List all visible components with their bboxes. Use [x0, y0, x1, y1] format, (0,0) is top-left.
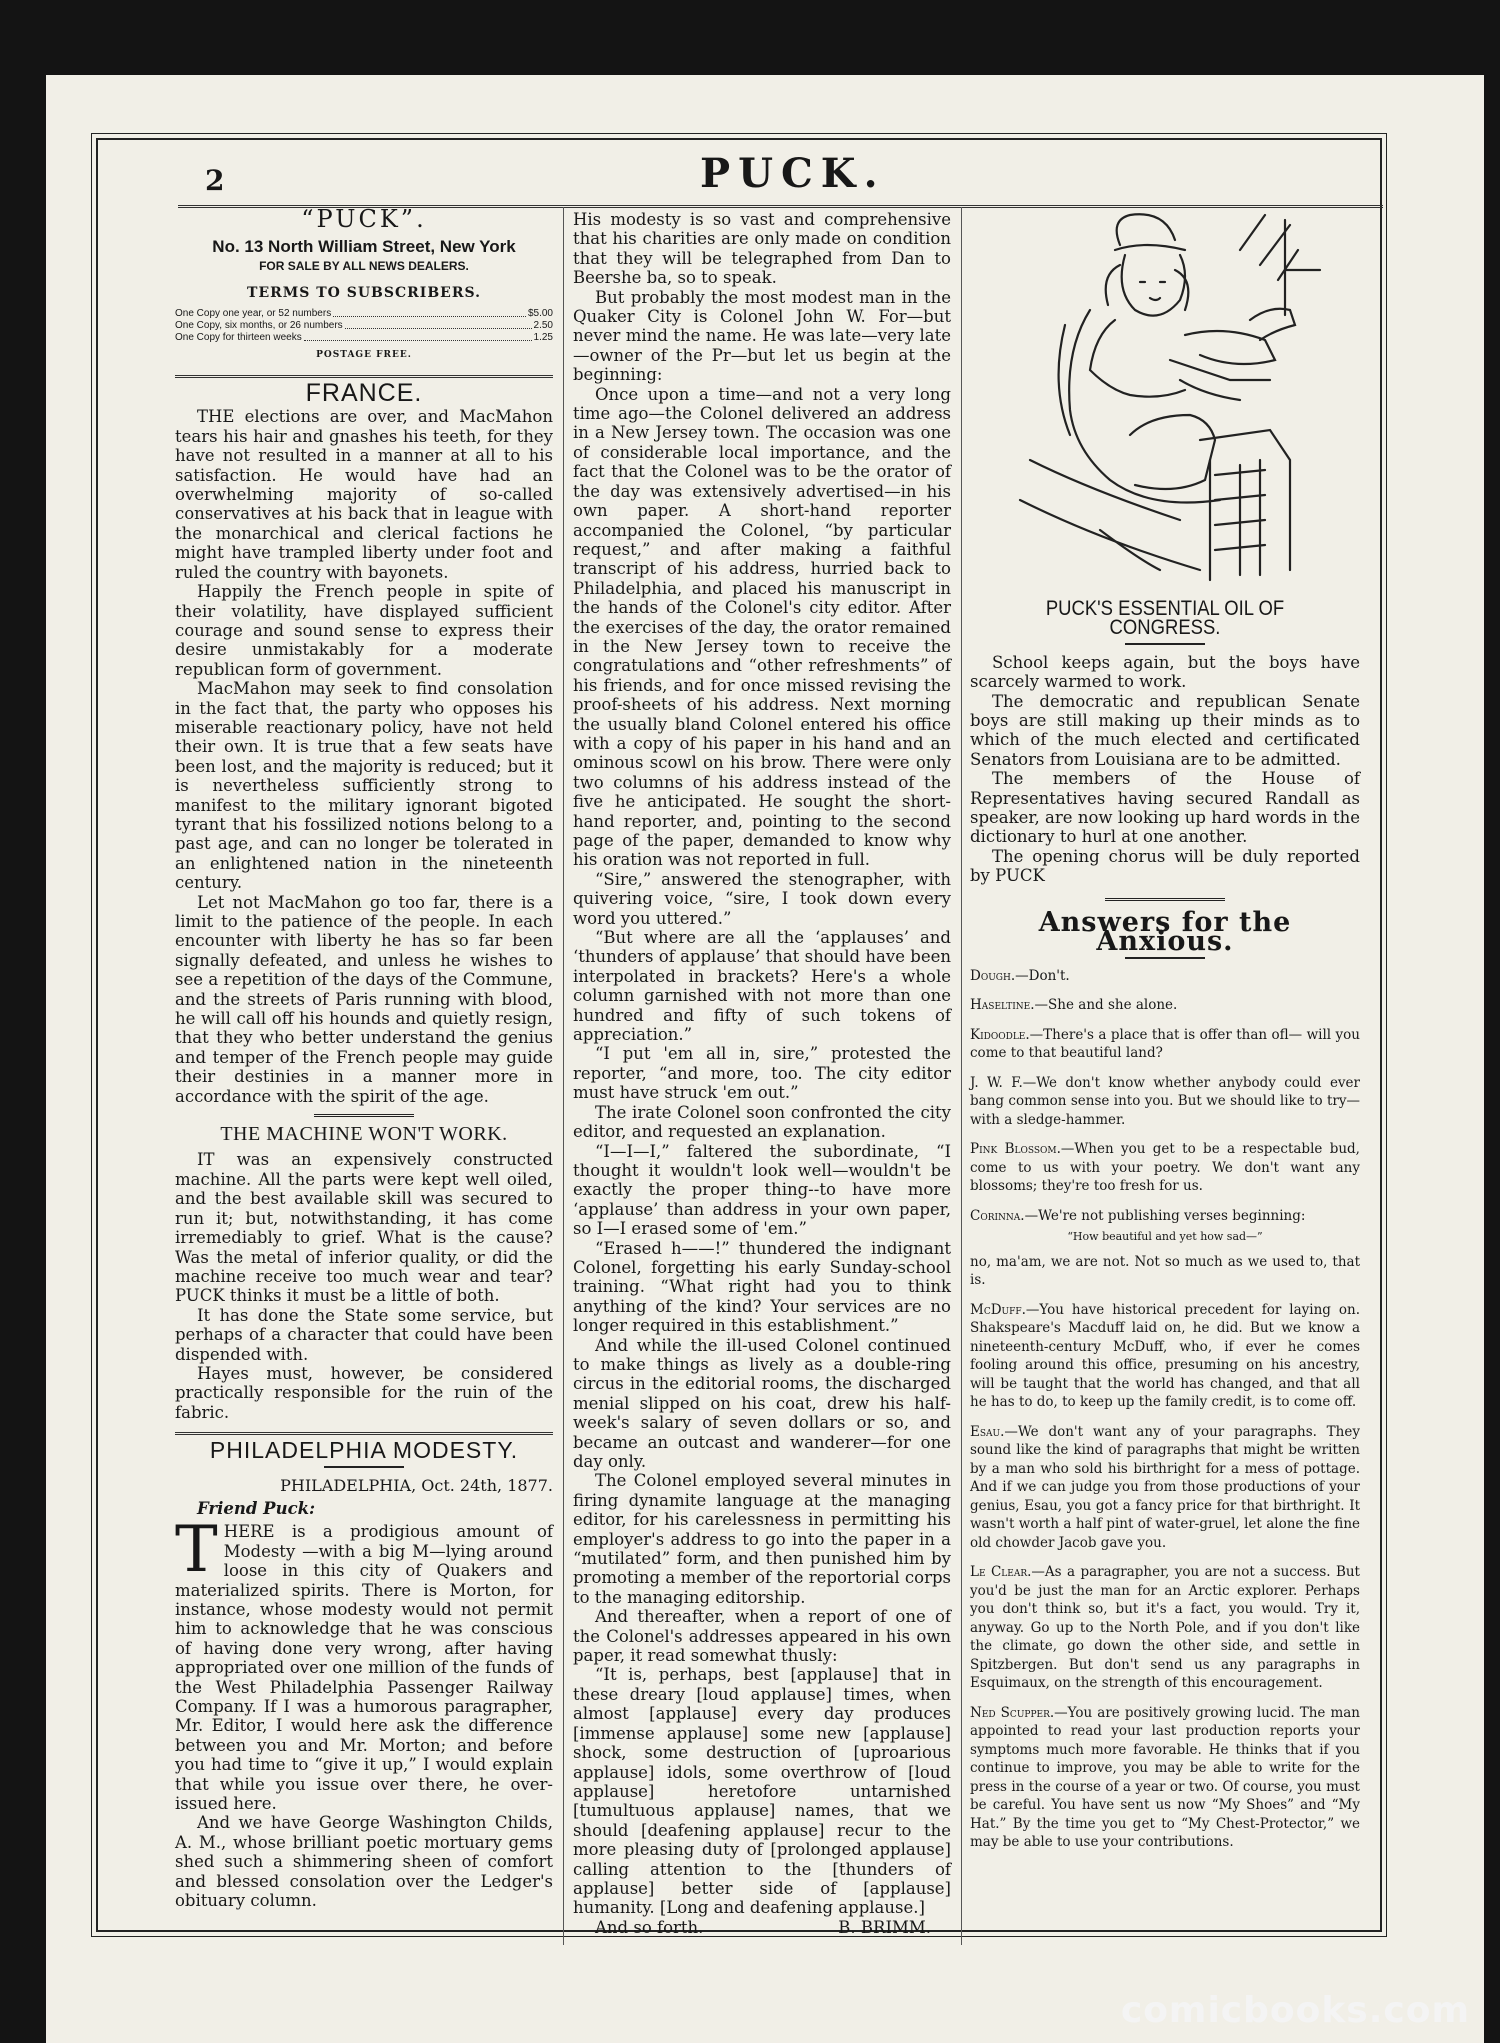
france-title: FRANCE.	[305, 379, 423, 408]
philadelphia-title: PHILADELPHIA MODESTY.	[209, 1437, 519, 1464]
seated-boy-illustration	[1000, 210, 1330, 585]
signature: B. BRIMM.	[838, 1917, 931, 1937]
column-3	[970, 210, 1360, 1863]
salutation: Friend Puck:	[197, 1498, 316, 1518]
subscription-title: “PUCK”.	[301, 205, 427, 233]
article-paragraph: The opening chorus will be duly reported by PUCK	[970, 846, 1360, 886]
article-paragraph: “I—I—I,” faltered the subordinate, “I thought it wouldn't look well—wouldn't be exactly the proper thing--to have more ‘applause’ than address in your own paper, so I—I erased some of 'em.”	[573, 1141, 951, 1239]
subscription-address: No. 13 North William Street, New York	[212, 237, 516, 257]
article-paragraph: “But where are all the ‘applauses’ and ‘thunders of applause’ that should have been interpolated in brackets? Here's a whole column garnished with not more than one hundred and fifty of such tokens of appreciation.”	[573, 928, 951, 1045]
article-paragraph: “It is, perhaps, best [applause] that in these dreary [loud applause] times, when almost [applause] every day produces [immense applause] some new [applause] shock, some destruction of [uproarious applause] idols, some overthrow of [loud applause] heretofore untarnished [tumultuous applause] names, that we should [deafening applause] recur to the more pleasing duty of [prolonged applause] calling attention to the [thunders of applause] better side of [applause] humanity. [Long and deafening applause.]	[573, 1665, 951, 1918]
congress-title: PUCK'S ESSENTIAL OIL OF CONGRESS.	[1045, 597, 1285, 640]
article-paragraph: The Colonel employed several minutes in firing dynamite language at the managing editor, for his carelessness in permitting his employer's address to go into the paper in a “mutilated” form, and then punished him by promoting a member of the reportorial corps to the managing editorship.	[573, 1471, 951, 1607]
subscription-terms: TERMS TO SUBSCRIBERS.	[247, 285, 481, 302]
section-rule	[175, 1432, 553, 1435]
verse-quote: “How beautiful and yet how sad—”	[1067, 1230, 1263, 1243]
section-rule	[175, 375, 553, 378]
subscription-box	[175, 205, 553, 365]
masthead: PUCK.	[700, 150, 886, 197]
section-rule	[1105, 898, 1225, 901]
article-paragraph: MacMahon may seek to find consolation in the fact that, the party who opposes his miserable reactionary policy, have not held their own. It is true that a few seats have been lost, and the majority is reduced; but it is nevertheless sufficiently strong to manifest to the military ignorant bigoted tyrant that his fossilized notions belong to a past age, and can no longer be tolerated in an enlightened nation in the nineteenth century.	[175, 679, 553, 893]
answer-item: Pink Blossom.—When you get to be a respectable bud, come to us with your poetry. We don't want any blossoms; they're too fresh for us.	[970, 1141, 1360, 1194]
article-paragraph: Hayes must, however, be considered practically responsible for the ruin of the fabric.	[175, 1363, 553, 1422]
answers-list	[970, 967, 1360, 1852]
article-paragraph: Once upon a time—and not a very long time ago—the Colonel delivered an address in a New Jersey town. The occasion was one of considerable local importance, and the fact that the Colonel was to be the orator of the day was extensively advertised—in his own paper. A short-hand reporter accompanied the Colonel, “by particular request,” and after making a faithful transcript of his address, hurried back to Philadelphia, and placed his manuscript in the hands of the Colonel's city editor. After the exercises of the day, the orator remained in the New Jersey town to receive the congratulations and “other refreshments” of his friends, and for once missed revising the proof-sheets of his address. Next morning the usually bland Colonel entered his office with a copy of his paper in his hand and an ominous scowl on his brow. There were only two columns of his address instead of the five he anticipated. He sought the short-hand reporter, and, pointing to the second page of the paper, demanded to know why his oration was not reported in full.	[573, 384, 951, 870]
dateline: PHILADELPHIA, Oct. 24th, 1877.	[280, 1475, 553, 1495]
machine-title: THE MACHINE WON'T WORK.	[220, 1123, 508, 1146]
answer-item: J. W. F.—We don't know whether anybody could ever bang common sense into you. But we should like to try—with a sledge-hammer.	[970, 1074, 1361, 1128]
article-paragraph: But probably the most modest man in the Quaker City is Colonel John W. For—but never mind the name. He was late—very late—owner of the Pr—but let us begin at the beginning:	[573, 287, 951, 385]
answer-item: Dough.—Don't.	[970, 967, 1070, 984]
rate-row: One Copy for thirteen weeks 1.25	[175, 331, 553, 343]
article-paragraph: “Sire,” answered the stenographer, with quivering voice, “sire, I took down every word you uttered.”	[573, 869, 951, 928]
rate-row: One Copy, six months, or 26 numbers 2.50	[175, 319, 553, 331]
answers-title: Answers for the Anxious.	[1038, 906, 1292, 958]
postage-free: POSTAGE FREE.	[316, 349, 412, 360]
section-rule	[314, 1114, 414, 1117]
article-paragraph: It has done the State some service, but perhaps of a character that could have been dispended with.	[175, 1305, 553, 1364]
page-number: 2	[205, 164, 225, 197]
article-paragraph: And thereafter, when a report of one of the Colonel's addresses appeared in his own paper, it read somewhat thusly:	[573, 1607, 951, 1666]
column-1	[175, 205, 553, 1911]
article-paragraph: “Erased h——!” thundered the indignant Colonel, forgetting his early Sunday-school training. “What right had you to think anything of the kind? Your services are no longer required in this establishment.”	[573, 1238, 951, 1336]
article-paragraph: The members of the House of Representatives having secured Randall as speaker, are now looking up hard words in the dictionary to hurl at one another.	[970, 769, 1360, 847]
article-paragraph: Let not MacMahon go too far, there is a limit to the patience of the people. In each encounter with liberty he has so far been signally defeated, and unless he wishes to see a repetition of the days of the Commune, and the streets of Paris running with blood, he will call off his hounds and quietly resign, that they who better understand the genius and temper of the French people may guide their destinies in a manner more in accordance with the spirit of the age.	[175, 892, 553, 1106]
closing: And so forth.	[595, 1917, 704, 1937]
answer-item: Corinna.—We're not publishing verses beginning:	[970, 1207, 1306, 1224]
answer-item: Esau.—We don't want any of your paragraphs. They sound like the kind of paragraphs that might be written by a man who sold his birthright for a mess of pottage. And if we can judge you from those productions of your genius, Esau, you got a fancy price for that birthright. It wasn't worth a half pint of water-gruel, let alone the fine old chowder Jacob gave you.	[970, 1423, 1360, 1551]
site-watermark: comicbooks.com	[1120, 1990, 1470, 2031]
article-paragraph: THE elections are over, and MacMahon tears his hair and gnashes his teeth, for they have not resulted in a manner at all to his satisfaction. He would have had an overwhelming majority of so-called conservatives at his back that in league with the monarchical and clerical factions he might have trampled liberty under foot and ruled the country with bayonets.	[175, 407, 553, 582]
answer-item: Kidoodle.—There's a place that is offer than ofl— will you come to that beautiful land?	[970, 1026, 1360, 1061]
article-paragraph: And while the ill-used Colonel continued to make things as lively as a double-ring circus in the editorial rooms, the discharged menial slipped on his coat, drew his half-week's salary of seven dollars or so, and became an outcast and wanderer—for one day only.	[573, 1335, 951, 1471]
rates-table	[175, 308, 553, 344]
article-paragraph: The irate Colonel soon confronted the city editor, and requested an explanation.	[573, 1102, 951, 1142]
article-paragraph: THERE is a prodigious amount of Modesty —with a big M—lying around loose in this city of Quakers and materialized spirits. There is Morton, for instance, whose modesty would not permit him to acknowledge that he was conscious of having done very wrong, after having appropriated over one million of the funds of the West Philadelphia Passenger Railway Company. If I was a humorous paragrapher, Mr. Editor, I would here ask the difference between you and Mr. Morton; and before you had time to “give it up,” I would explain that while you issue over there, he over-issued here.	[175, 1513, 553, 1814]
title-rule	[324, 1466, 404, 1468]
article-paragraph: Happily the French people in spite of their volatility, have displayed sufficient courage and sound sense to express their desire unmistakably for a moderate republican form of government.	[175, 582, 553, 679]
cartoon-illustration	[1000, 210, 1330, 585]
signature-line	[573, 1918, 951, 1937]
article-paragraph: School keeps again, but the boys have scarcely warmed to work.	[970, 652, 1360, 692]
column-divider	[961, 207, 962, 1945]
column-divider	[563, 207, 564, 1945]
answer-item: Le Clear.—As a paragrapher, you are not a success. But you'd be just the man for an Arctic explorer. Perhaps you don't think so, but it's a fact, you would. Try it, anyway. Go up to the North Pole, and if you don't like the climate, go down the other side, and settle in Spitzbergen. But don't send us any paragraphs in Esquimaux, on the strength of this encouragement.	[970, 1564, 1360, 1691]
subscription-for-sale: FOR SALE BY ALL NEWS DEALERS.	[259, 258, 469, 273]
article-paragraph: “I put 'em all in, sire,” protested the reporter, “and more, too. The city editor must have struck 'em out.”	[573, 1044, 951, 1103]
article-paragraph: The democratic and republican Senate boys are still making up their minds as to which of the much elected and certificated Senators from Louisiana are to be admitted.	[970, 691, 1360, 769]
article-paragraph: His modesty is so vast and comprehensive that his charities are only made on condition that they will be telegraphed from Dan to Beershe ba, so to speak.	[573, 210, 951, 288]
column-2	[573, 210, 951, 1937]
rate-row: One Copy one year, or 52 numbers $5.00	[175, 307, 553, 319]
answer-item: no, ma'am, we are not. Not so much as we used to, that is.	[970, 1253, 1360, 1288]
article-paragraph: IT was an expensively constructed machine. All the parts were kept well oiled, and the best available skill was secured to run it; but, notwithstanding, it has come irremediably to grief. What is the cause? Was the metal of inferior quality, or did the machine receive too much wear and tear? PUCK thinks it must be a little of both.	[175, 1150, 553, 1306]
article-paragraph: And we have George Washington Childs, A. M., whose brilliant poetic mortuary gems shed such a shimmering sheen of comfort and blessed consolation over the Ledger's obituary column.	[175, 1813, 553, 1911]
answer-item: Ned Scupper.—You are positively growing lucid. The man appointed to read your last production reports your symptoms much more favorable. He thinks that if you continue to improve, you may be able to write for the press in the course of a year or two. Of course, you must be careful. You have sent us now “My Shoes” and “My Hat.” By the time you get to “My Chest-Protector,” we may be able to use your contributions.	[970, 1704, 1361, 1850]
answer-item: Haseltine.—She and she alone.	[970, 997, 1178, 1013]
title-rule	[1125, 643, 1205, 645]
answer-item: McDuff.—You have historical precedent for laying on. Shakspeare's Macduff laid on, he did. But we know a nineteenth-century McDuff, who, if ever he comes fooling around this office, presuming on his ancestry, will be taught that the world has changed, and that all he has to do, to keep up the family credit, is to come off.	[970, 1301, 1360, 1410]
drop-cap: T	[175, 1513, 218, 1588]
